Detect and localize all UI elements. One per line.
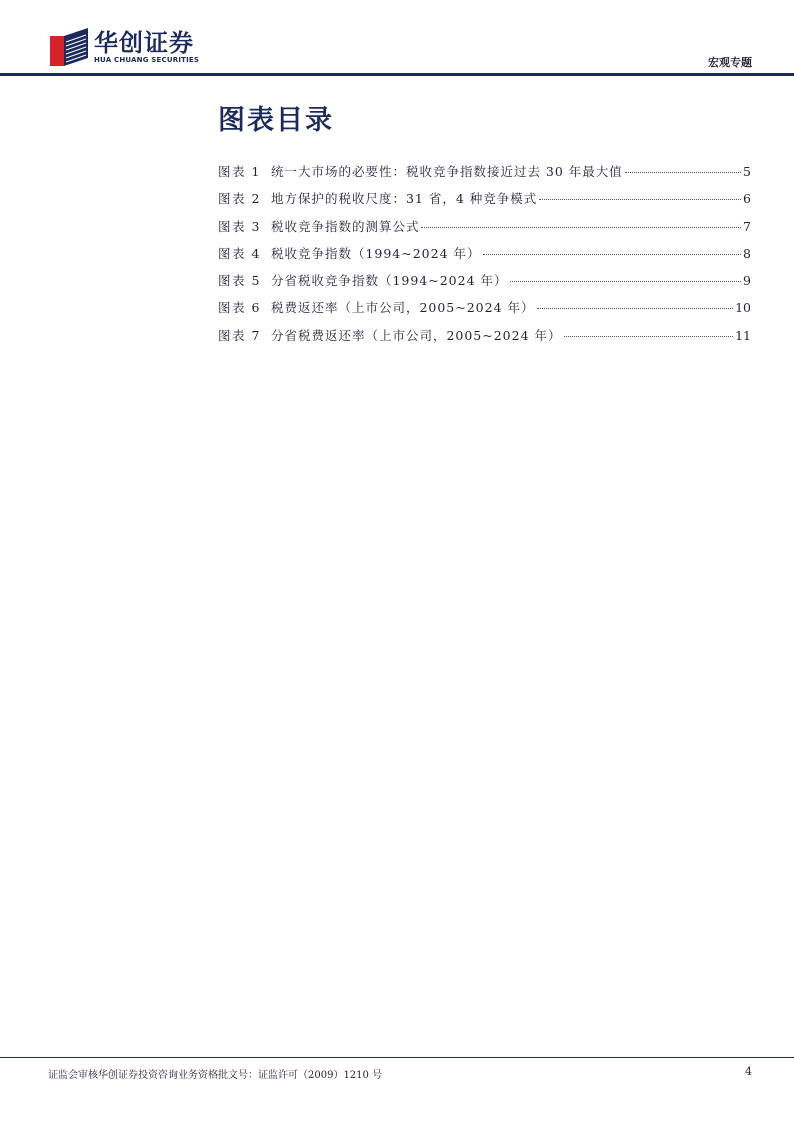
toc-entry[interactable] (218, 271, 751, 298)
toc-entry-page: 9 (743, 273, 751, 289)
toc-entry[interactable] (218, 217, 751, 244)
toc-dot-leader (510, 281, 742, 282)
toc-entry-label: 图表 7 (218, 327, 261, 343)
toc-entry-label: 图表 6 (218, 300, 261, 316)
huachuang-logo-icon (50, 28, 88, 66)
toc-entry-label: 图表 1 (218, 164, 261, 179)
toc-entry[interactable] (218, 189, 751, 216)
logo-chinese-name: 华创证券 (94, 28, 194, 57)
toc-entry[interactable] (218, 244, 751, 271)
toc-entry[interactable] (218, 162, 751, 189)
footer-divider (0, 1057, 794, 1058)
toc-entry-title: 税收竞争指数的测算公式 (270, 218, 420, 234)
page-header (0, 0, 794, 78)
toc-entry-label: 图表 5 (218, 273, 261, 289)
toc-entry-label: 图表 2 (218, 191, 261, 207)
toc-entry-title: 地方保护的税收尺度：31 省，4 种竞争模式 (270, 191, 538, 207)
toc-dot-leader (564, 336, 734, 337)
toc-entry-page: 5 (743, 164, 751, 179)
toc-entry-page: 10 (735, 300, 751, 316)
toc-entry[interactable] (218, 326, 751, 353)
footer-license-text: 证监会审核华创证券投资咨询业务资格批文号：证监许可（2009）1210 号 (48, 1070, 383, 1081)
toc-entry-page: 7 (743, 218, 751, 234)
toc-entry[interactable] (218, 298, 751, 325)
company-logo (50, 27, 199, 67)
toc-entry-title: 税收竞争指数（1994~2024 年） (270, 245, 481, 261)
toc-entry-title: 税费返还率（上市公司，2005~2024 年） (270, 300, 535, 316)
toc-dot-leader (539, 199, 741, 200)
toc-entry-title: 统一大市场的必要性：税收竞争指数接近过去 30 年最大值 (270, 164, 623, 179)
page-number: 4 (745, 1065, 752, 1078)
toc-dot-leader (625, 172, 741, 173)
report-section-label: 宏观专题 (708, 56, 752, 69)
table-of-figures (218, 162, 751, 353)
logo-text (94, 30, 199, 65)
logo-english-name: HUA CHUANG SECURITIES (94, 55, 200, 64)
toc-dot-leader (537, 308, 734, 309)
toc-dot-leader (483, 254, 742, 255)
toc-entry-label: 图表 4 (218, 245, 261, 261)
toc-entry-page: 8 (743, 245, 751, 261)
toc-entry-title: 分省税收竞争指数（1994~2024 年） (270, 273, 508, 289)
toc-title: 图表目录 (218, 105, 334, 136)
toc-entry-page: 11 (735, 327, 751, 343)
toc-entry-label: 图表 3 (218, 218, 261, 234)
toc-entry-page: 6 (743, 191, 751, 207)
toc-dot-leader (421, 227, 741, 228)
header-divider (0, 73, 794, 76)
toc-entry-title: 分省税费返还率（上市公司，2005~2024 年） (270, 327, 562, 343)
